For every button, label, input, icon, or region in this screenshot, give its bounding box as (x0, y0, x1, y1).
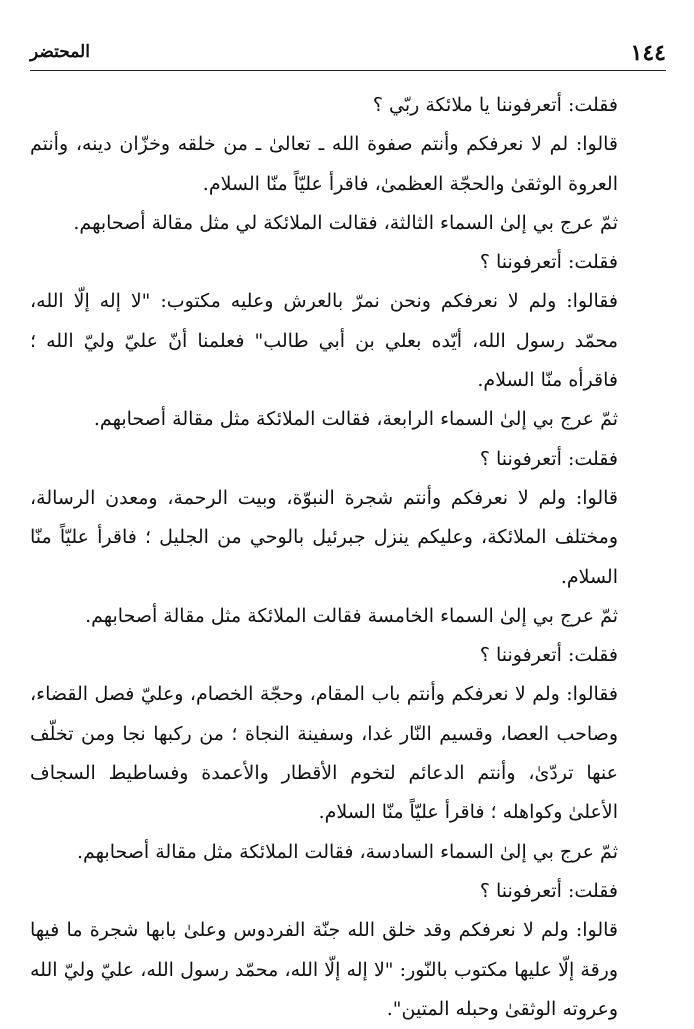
page-number: ١٤٤ (630, 40, 666, 66)
paragraph: فقلت: أتعرفوننا ؟ (479, 644, 618, 667)
running-title: المحتضر (30, 42, 90, 62)
paragraph: فقلت: أتعرفوننا ؟ (479, 251, 618, 274)
header-rule (30, 70, 666, 71)
paragraph: ثمّ عرج بي إلىٰ السماء الثالثة، فقالت الملائكة لي مثل مقالة أصحابهم. (73, 211, 618, 234)
paragraph: فقلت: أتعرفوننا ؟ (479, 447, 618, 470)
paragraph: فقلت: أتعرفوننا ؟ (479, 879, 618, 902)
paragraph: فقالوا: ولم لا نعرفكم وأنتم باب المقام، وحجّة الخصام، وعليّ فصل القضاء، وصاحب العصا، وقسيم النّار غدا، وسفينة النجاة ؛ من ركبها نجا ومن تخلّف عنها تردّىٰ، وأنتم الدعائم لتخوم الأقطار والأعمدة وفساطيط السجاف الأعلىٰ وكواهله ؛ فاقرأ عليّاً منّا السلام. (30, 683, 618, 824)
page-header (30, 40, 666, 70)
paragraph: قالوا: ولم لا نعرفكم وأنتم شجرة النبوّة، وبيت الرحمة، ومعدن الرسالة، ومختلف الملائكة، وعليكم ينزل جبرئيل بالوحي من الجليل ؛ فاقرأ عليّاً منّا السلام. (30, 486, 618, 588)
paragraph: قالوا: ولم لا نعرفكم وقد خلق الله جنّة الفردوس وعلىٰ بابها شجرة ما فيها ورقة إلّا عليها مكتوب بالنّور: "لا إله إلّا الله، محمّد رسول الله، عليّ وليّ الله وعروته الوثقىٰ وحبله المتين". (30, 919, 618, 1020)
paragraph: فقالوا: ولم لا نعرفكم ونحن نمرّ بالعرش وعليه مكتوب: "لا إله إلّا الله، محمّد رسول الله، أيّده بعلي بن أبي طالب" فعلمنا أنّ عليّ وليّ الله ؛ فاقرأه منّا السلام. (30, 290, 618, 392)
body-text (30, 86, 666, 1029)
paragraph: ثمّ عرج بي إلىٰ السماء الرابعة، فقالت الملائكة مثل مقالة أصحابهم. (93, 408, 618, 431)
paragraph: فقلت: أتعرفوننا يا ملائكة ربّي ؟ (372, 94, 618, 116)
paragraph: قالوا: لم لا نعرفكم وأنتم صفوة الله ـ تعالىٰ ـ من خلقه وخزّان دينه، وأنتم العروة الوثقىٰ والحجّة العظمىٰ، فاقرأ عليّاً منّا السلام. (30, 133, 618, 195)
paragraph: ثمّ عرج بي إلىٰ السماء السادسة، فقالت الملائكة مثل مقالة أصحابهم. (76, 840, 618, 863)
paragraph: ثمّ عرج بي إلىٰ السماء الخامسة فقالت الملائكة مثل مقالة أصحابهم. (85, 604, 618, 627)
